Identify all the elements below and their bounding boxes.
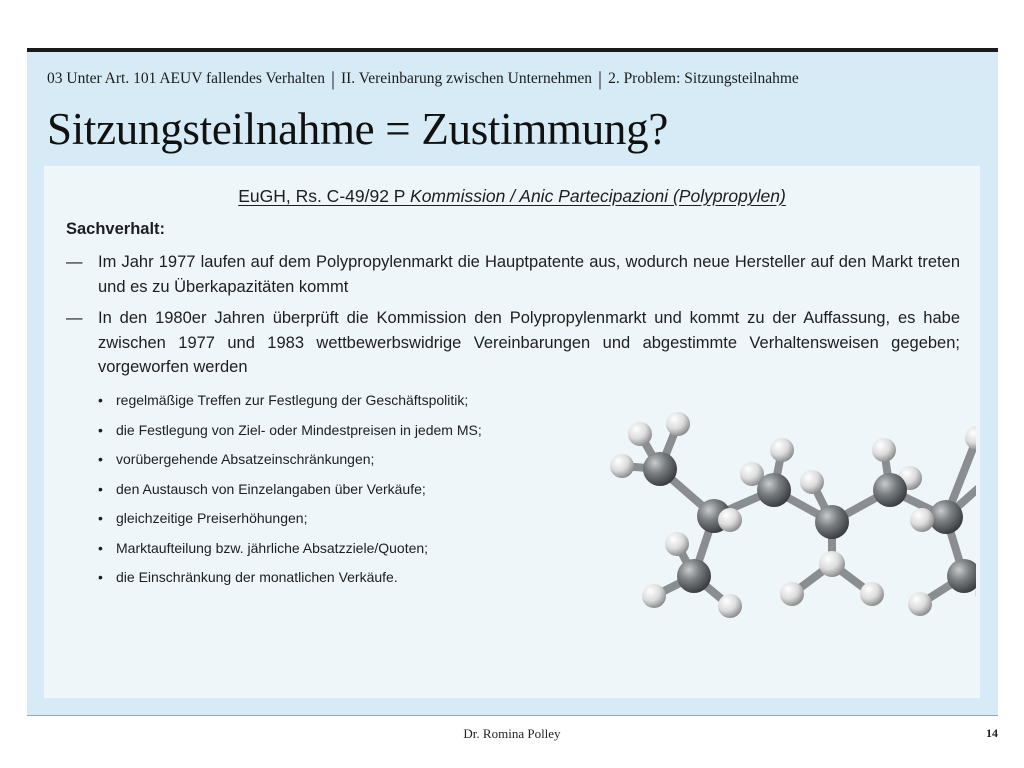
- list-item-text: Marktaufteilung bzw. jährliche Absatzziele/Quoten;: [116, 539, 429, 556]
- list-item-text: vorübergehende Absatzeinschränkungen;: [116, 451, 375, 467]
- list-item-text: die Festlegung von Ziel- oder Mindestpreisen in jedem MS;: [116, 421, 482, 438]
- polypropylene-molecule-image: [592, 394, 976, 626]
- list-item: [98, 449, 578, 479]
- accusation-list: [98, 390, 578, 597]
- list-item: [98, 508, 578, 538]
- list-item: [98, 567, 578, 597]
- dash-marker: —: [66, 253, 83, 271]
- bullet-marker: •: [98, 451, 103, 467]
- bullet-marker: •: [98, 569, 103, 585]
- case-reference: EuGH, Rs. C-49/92 P: [238, 186, 411, 206]
- slide-title: Sitzungsteilnahme = Zustimmung?: [47, 104, 669, 154]
- bullet-marker: •: [98, 510, 103, 526]
- bullet-marker: •: [98, 392, 103, 408]
- footer-author: Dr. Romina Polley: [463, 726, 561, 741]
- page-number: 14: [986, 726, 998, 740]
- dash-item-text: In den 1980er Jahren überprüft die Kommission den Polypropylenmarkt und kommt zu der Auffassung, es habe zwischen 1977 und 1983 wettbewerbswidrige Vereinbarungen und abgestimmte Verhaltensweisen gegeben; vorgeworfen werden: [98, 309, 960, 376]
- dash-marker: —: [66, 309, 83, 327]
- list-item: [98, 390, 578, 420]
- breadcrumb-separator: |: [330, 68, 335, 90]
- bullet-marker: •: [98, 421, 103, 438]
- list-item-text: gleichzeitige Preiserhöhungen;: [116, 510, 308, 526]
- facts-label: Sachverhalt:: [66, 220, 166, 238]
- list-item: [98, 479, 578, 509]
- list-item-text: die Einschränkung der monatlichen Verkäufe.: [116, 569, 398, 585]
- bullet-marker: •: [98, 539, 103, 556]
- breadcrumb-separator: |: [598, 68, 603, 90]
- list-item: [98, 420, 578, 450]
- breadcrumb-section: 03 Unter Art. 101 AEUV fallendes Verhalten: [47, 70, 325, 87]
- list-item-text: den Austausch von Einzelangaben über Verkäufe;: [116, 480, 426, 497]
- bullet-marker: •: [98, 480, 103, 497]
- list-item-text: regelmäßige Treffen zur Festlegung der Geschäftspolitik;: [116, 392, 469, 408]
- dash-item: [66, 250, 960, 299]
- case-name: Kommission / Anic Partecipazioni (Polypropylen): [410, 186, 786, 206]
- dash-item: [66, 306, 960, 380]
- breadcrumb-topic: 2. Problem: Sitzungsteilnahme: [608, 70, 799, 87]
- content-panel: [44, 166, 980, 698]
- breadcrumb: [47, 70, 987, 88]
- list-item: [98, 538, 578, 568]
- case-heading: [44, 186, 980, 207]
- breadcrumb-chapter: II. Vereinbarung zwischen Unternehmen: [340, 70, 593, 87]
- dash-item-text: Im Jahr 1977 laufen auf dem Polypropylenmarkt die Hauptpatente aus, wodurch neue Hersteller auf den Markt treten und es zu Überkapazitäten kommt: [98, 253, 960, 296]
